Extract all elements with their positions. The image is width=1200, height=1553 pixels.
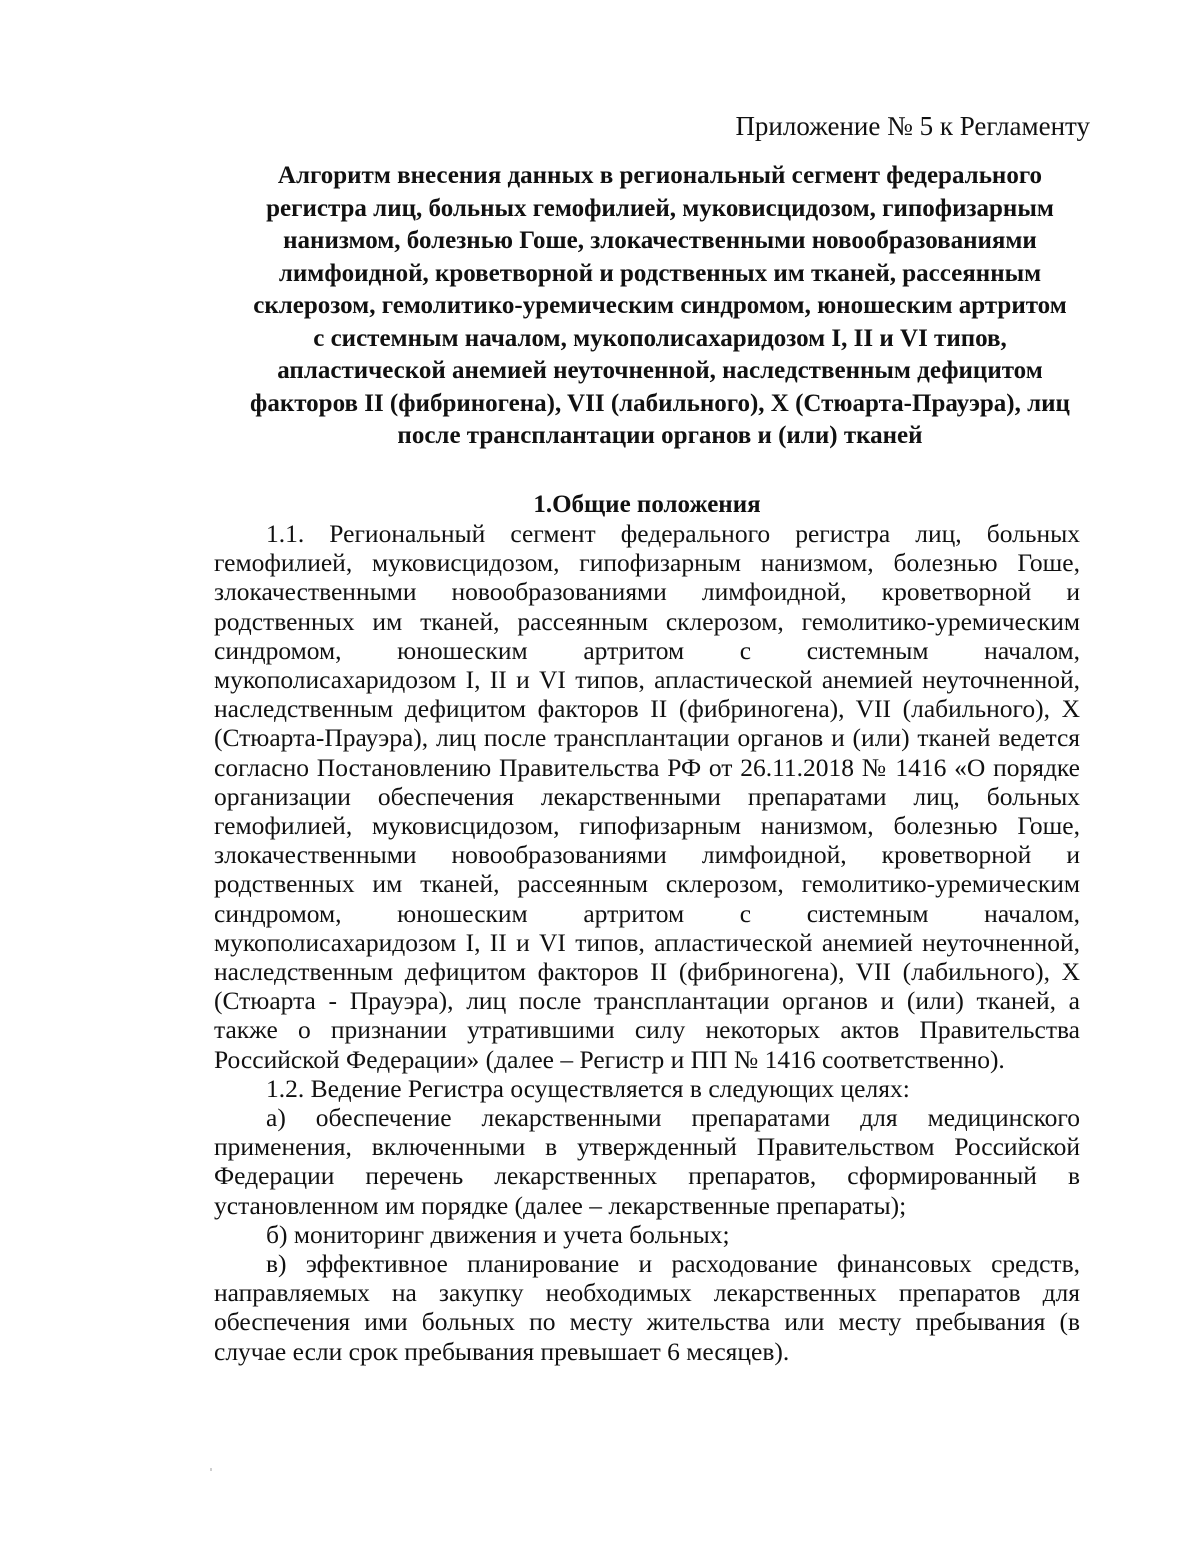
section-body (214, 519, 1080, 1366)
paragraph-1-2: 1.2. Ведение Регистра осуществляется в следующих целях: (266, 1073, 910, 1103)
document-title (210, 160, 1110, 453)
title-line: апластической анемией неуточненной, наследственным дефицитом (277, 357, 1043, 384)
title-line: после трансплантации органов и (или) тканей (397, 422, 923, 449)
title-line: лимфоидной, кроветворной и родственных им тканей, рассеянным (278, 259, 1042, 287)
title-line: склерозом, гемолитико-уремическим синдромом, юношеским артритом (253, 292, 1067, 319)
list-item-a: а) обеспечение лекарственными препаратами для медицинского применения, включенными в утвержденный Правительством Российской Федерации перечень лекарственных препаратов, сформированный в установленном им порядке (далее – лекарственные препараты); (214, 1103, 1080, 1220)
paragraph-1-1: 1.1. Региональный сегмент федерального регистра лиц, больных гемофилией, муковисцидозом, гипофизарным нанизмом, болезнью Гоше, злокачественными новообразованиями лимфоидной, кроветворной и родственных им тканей, рассеянным склерозом, гемолитико-уремическим синдромом, юношеским артритом с системным началом, мукополисахаридозом I, II и VI типов, апластической анемией неуточненной, наследственным дефицитом факторов II (фибриногена), VII (лабильного), X (Стюарта-Прауэра), лиц после трансплантации органов и (или) тканей ведется согласно Постановлению Правительства РФ от 26.11.2018 № 1416 «О порядке организации обеспечения лекарственными препаратами лиц, больных гемофилией, муковисцидозом, гипофизарным нанизмом, болезнью Гоше, злокачественными новообразованиями лимфоидной, кроветворной и родственных им тканей, рассеянным склерозом, гемолитико-уремическим синдромом, юношеским артритом с системным началом, мукополисахаридозом I, II и VI типов, апластической анемией неуточненной, наследственным дефицитом факторов II (фибриногена), VII (лабильного), X (Стюарта - Прауэра), лиц после трансплантации органов и (или) тканей, а также о признании утратившими силу некоторых актов Правительства Российской Федерации» (далее – Регистр и ПП № 1416 соответственно). (214, 519, 1080, 1074)
title-line: нанизмом, болезнью Гоше, злокачественными новообразованиями (283, 227, 1037, 254)
list-item-b: б) мониторинг движения и учета больных; (266, 1219, 730, 1249)
title-line: Алгоритм внесения данных в региональный сегмент федерального (277, 162, 1043, 189)
title-line: регистра лиц, больных гемофилией, муковисцидозом, гипофизарным (266, 194, 1054, 222)
appendix-label: Приложение № 5 к Регламенту (735, 111, 1090, 141)
list-item-c: в) эффективное планирование и расходование финансовых средств, направляемых на закупку необходимых лекарственных препаратов для обеспечения ими больных по месту жительства или месту пребывания (в случае если срок пребывания превышает 6 месяцев). (214, 1249, 1080, 1366)
section-heading: 1.Общие положения (533, 491, 761, 518)
scan-speck (210, 1468, 212, 1471)
title-line: с системным началом, мукополисахаридозом I, II и VI типов, (313, 324, 1007, 352)
title-line: факторов II (фибриногена), VII (лабильного), X (Стюарта-Прауэра), лиц (250, 389, 1070, 417)
